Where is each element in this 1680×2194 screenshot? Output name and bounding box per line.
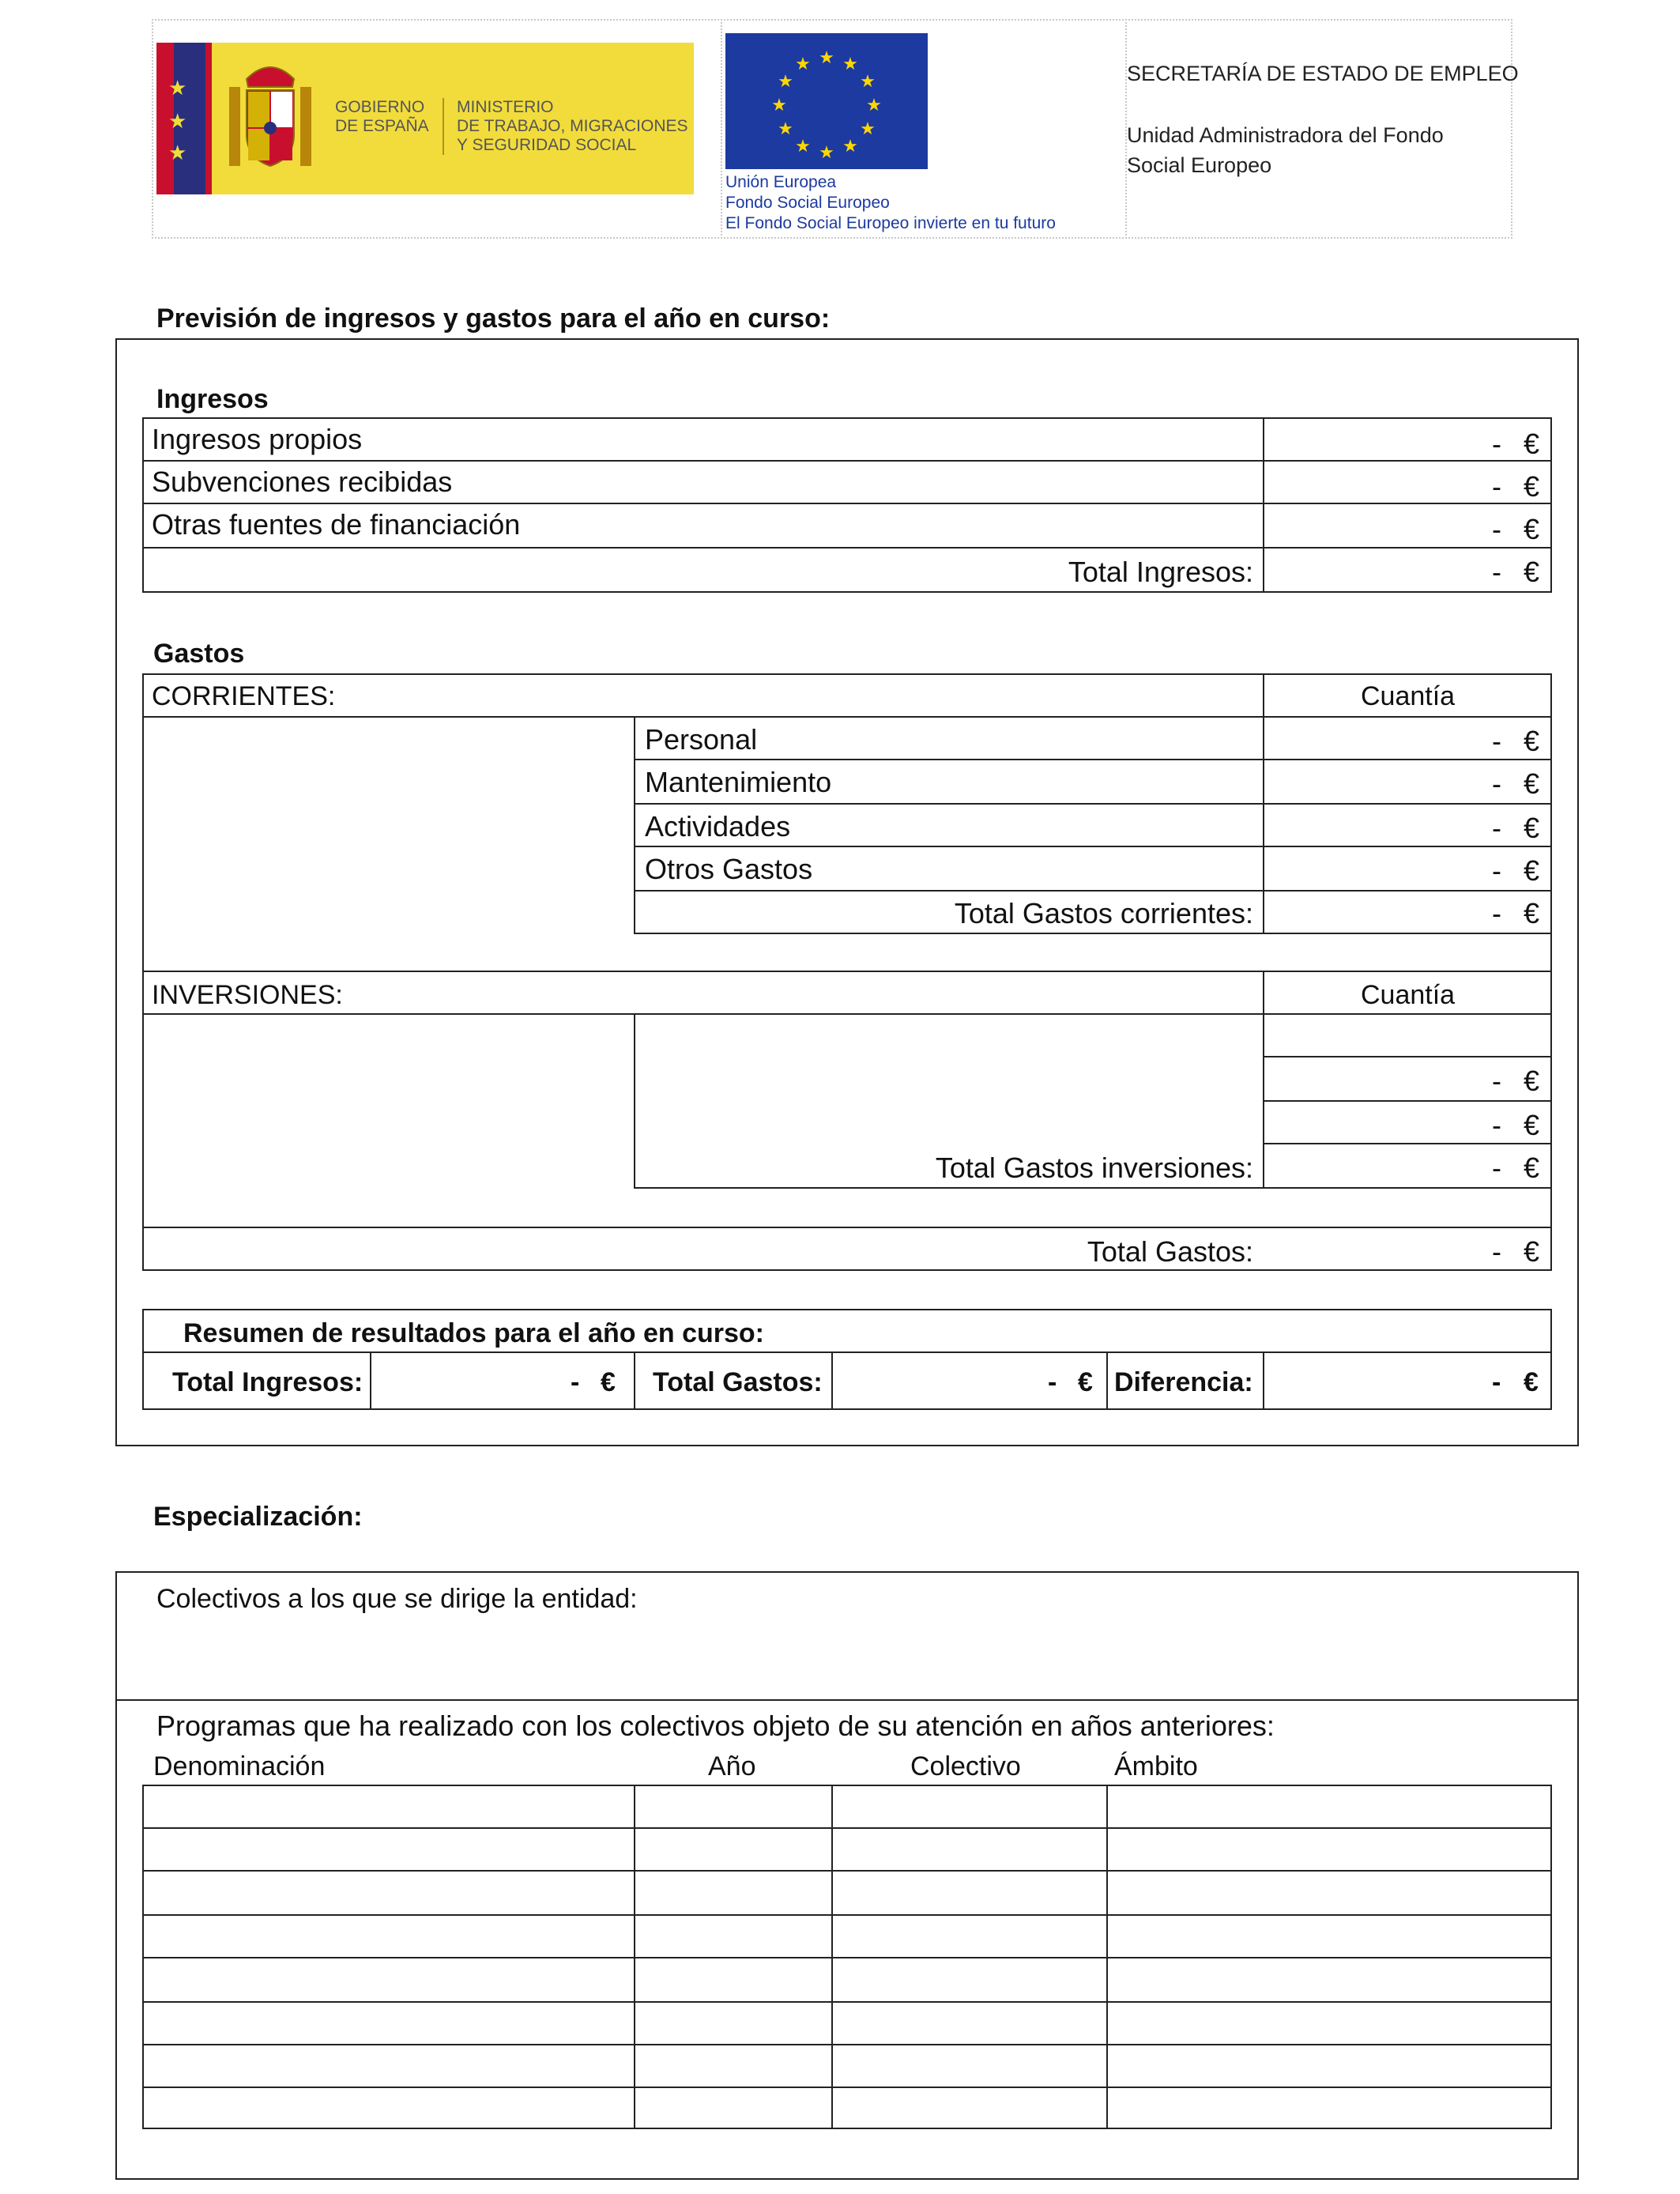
table-row — [142, 2001, 1552, 2003]
ingresos-row-value[interactable]: - — [1492, 470, 1501, 503]
euro-symbol: € — [1524, 767, 1540, 800]
especializacion-title: Especialización: — [153, 1502, 363, 1532]
gasto-row-value[interactable]: - — [1492, 725, 1501, 757]
colectivos-label: Colectivos a los que se dirige la entidad: — [156, 1584, 638, 1614]
header-divider — [721, 19, 722, 239]
euro-symbol: € — [1524, 1065, 1540, 1097]
gasto-row-value[interactable]: - — [1492, 854, 1501, 887]
resumen-total-gastos-label: Total Gastos: — [653, 1367, 823, 1397]
euro-symbol: € — [601, 1367, 616, 1397]
total-gastos-label: Total Gastos: — [1087, 1235, 1253, 1268]
gasto-row-value[interactable]: - — [1492, 812, 1501, 844]
unidad-text-line1: Unidad Administradora del Fondo — [1127, 123, 1444, 147]
inversiones-label: INVERSIONES: — [152, 980, 343, 1010]
eu-text-line2: Fondo Social Europeo — [725, 194, 890, 212]
euro-symbol: € — [1078, 1367, 1093, 1397]
svg-text:★: ★ — [819, 143, 834, 163]
ingresos-row-value[interactable]: - — [1492, 428, 1501, 460]
gasto-row-label: Personal — [645, 723, 758, 756]
euro-symbol: € — [1524, 1152, 1540, 1184]
colectivos-field[interactable] — [126, 1619, 1569, 1696]
svg-text:★: ★ — [860, 72, 876, 92]
gastos-corrientes-table — [142, 673, 1552, 972]
ingresos-row-label: Ingresos propios — [152, 423, 363, 455]
resumen-title: Resumen de resultados para el año en curso: — [183, 1318, 765, 1348]
gasto-row-label: Mantenimiento — [645, 766, 832, 798]
euro-symbol: € — [1524, 1235, 1540, 1268]
ingresos-row-label: Subvenciones recibidas — [152, 466, 453, 498]
resumen-total-ingresos-label: Total Ingresos: — [172, 1367, 363, 1397]
total-ingresos-label: Total Ingresos: — [1068, 556, 1253, 588]
euro-symbol: € — [1524, 1109, 1540, 1141]
eu-text-line1: Unión Europea — [725, 173, 837, 191]
column-header-colectivo: Colectivo — [910, 1751, 1021, 1781]
programas-label: Programas que ha realizado con los colectivos objeto de su atención en años anteriores: — [156, 1710, 1275, 1742]
resumen-total-gastos-value[interactable]: - — [1048, 1367, 1057, 1397]
ingresos-row-label: Otras fuentes de financiación — [152, 508, 521, 541]
corrientes-label: CORRIENTES: — [152, 681, 336, 711]
gobierno-text: GOBIERNO DE ESPAÑA — [335, 98, 429, 135]
svg-text:★: ★ — [795, 55, 811, 74]
total-inversiones-label: Total Gastos inversiones: — [935, 1152, 1253, 1184]
svg-text:★: ★ — [866, 96, 882, 115]
svg-text:★: ★ — [819, 48, 834, 68]
table-row — [142, 2044, 1552, 2045]
prevision-title: Previsión de ingresos y gastos para el año en curso: — [156, 303, 831, 334]
resumen-diferencia-value[interactable]: - — [1492, 1367, 1501, 1397]
table-row — [142, 1827, 1552, 1829]
euro-symbol: € — [1524, 725, 1540, 757]
eu-text-line3: El Fondo Social Europeo invierte en tu futuro — [725, 214, 1056, 232]
euro-symbol: € — [1524, 428, 1540, 460]
svg-text:★: ★ — [771, 96, 787, 115]
table-row — [142, 1957, 1552, 1958]
svg-text:★: ★ — [778, 72, 793, 92]
inversion-row-value[interactable]: - — [1492, 1109, 1501, 1141]
svg-text:★: ★ — [842, 55, 858, 74]
ingresos-row-value[interactable]: - — [1492, 513, 1501, 545]
gasto-row-label: Actividades — [645, 810, 791, 843]
table-row — [142, 1914, 1552, 1916]
gasto-row-label: Otros Gastos — [645, 853, 813, 885]
eu-stars-icon — [725, 33, 928, 169]
euro-symbol: € — [1524, 1367, 1539, 1397]
unidad-text-line2: Social Europeo — [1127, 153, 1272, 177]
svg-text:★: ★ — [795, 137, 811, 156]
secretaria-text: SECRETARÍA DE ESTADO DE EMPLEO — [1127, 62, 1519, 85]
column-header-ano: Año — [708, 1751, 756, 1781]
euro-symbol: € — [1524, 470, 1540, 503]
euro-symbol: € — [1524, 513, 1540, 545]
euro-symbol: € — [1524, 897, 1540, 929]
svg-text:★: ★ — [778, 119, 793, 139]
svg-text:★: ★ — [842, 137, 858, 156]
ingresos-heading: Ingresos — [156, 384, 269, 414]
gastos-heading: Gastos — [153, 639, 245, 669]
resumen-diferencia-label: Diferencia: — [1114, 1367, 1253, 1397]
cuantia-header: Cuantía — [1361, 681, 1456, 711]
total-gastos-value[interactable]: - — [1492, 1235, 1501, 1268]
column-header-ambito: Ámbito — [1114, 1751, 1198, 1781]
total-ingresos-value[interactable]: - — [1492, 556, 1501, 588]
total-gastos-row — [142, 1227, 1552, 1271]
resumen-total-ingresos-value[interactable]: - — [571, 1367, 580, 1397]
column-header-denominacion: Denominación — [153, 1751, 326, 1781]
table-row — [142, 1870, 1552, 1872]
euro-symbol: € — [1524, 556, 1540, 588]
table-row — [142, 2087, 1552, 2088]
inversion-row-value[interactable]: - — [1492, 1065, 1501, 1097]
coat-of-arms-icon — [223, 55, 318, 174]
ministerio-text: MINISTERIO DE TRABAJO, MIGRACIONES Y SEGURIDAD SOCIAL — [457, 98, 688, 154]
gasto-row-value[interactable]: - — [1492, 767, 1501, 800]
total-corrientes-label: Total Gastos corrientes: — [954, 897, 1253, 929]
euro-symbol: € — [1524, 812, 1540, 844]
cuantia-header: Cuantía — [1361, 980, 1456, 1010]
gastos-inversiones-table — [142, 971, 1552, 1228]
euro-symbol: € — [1524, 854, 1540, 887]
total-inversiones-value[interactable]: - — [1492, 1152, 1501, 1184]
svg-text:★: ★ — [860, 119, 876, 139]
total-corrientes-value[interactable]: - — [1492, 897, 1501, 929]
